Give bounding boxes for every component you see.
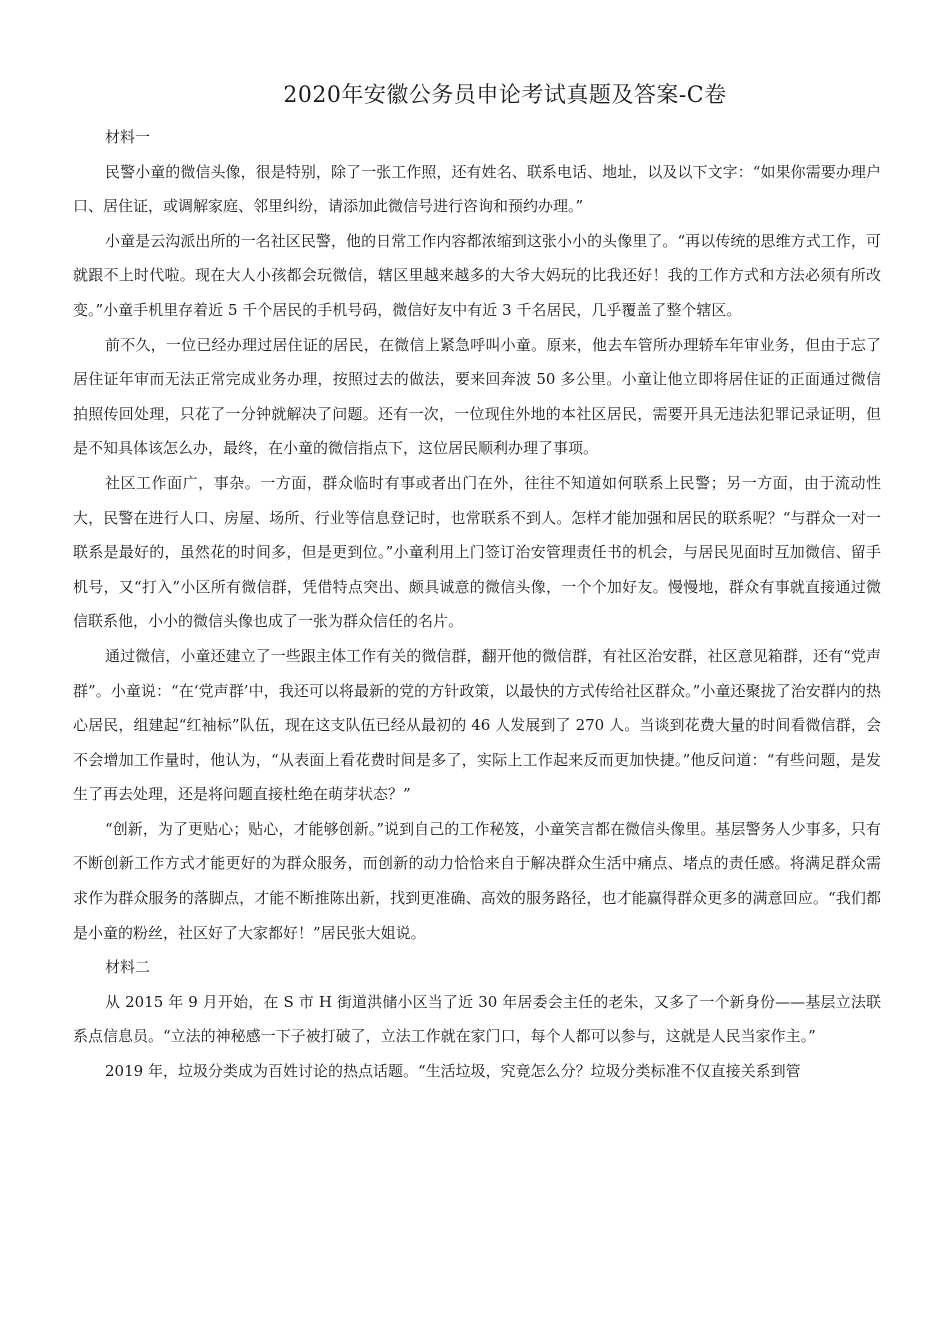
document-title: 2020年安徽公务员申论考试真题及答案-C卷 xyxy=(283,83,727,108)
paragraph: 小童是云沟派出所的一名社区民警，他的日常工作内容都浓缩到这张小小的头像里了。“再以传统的思维方式工作，可就跟不上时代啦。现在大人小孩都会玩微信，辖区里越来越多的大爷大妈玩的比我还好！我的工作方式和方法必须有所改变。”小童手机里存着近 5 千个居民的手机号码，微信好友中有近 3 千名居民，几乎覆盖了整个辖区。 xyxy=(73,231,881,319)
paragraph: “创新，为了更贴心；贴心，才能够创新。”说到自己的工作秘笈，小童笑言都在微信头像里。基层警务人少事多，只有不断创新工作方式才能更好的为群众服务，而创新的动力恰恰来自于解决群众生活中痛点、堵点的责任感。将满足群众需求作为群众服务的落脚点，才能不断推陈出新，找到更准确、高效的服务路径，也才能赢得群众更多的满意回应。“我们都是小童的粉丝，社区好了大家都好！”居民张大姐说。 xyxy=(73,819,881,942)
document-body xyxy=(73,120,881,1089)
paragraph: 从 2015 年 9 月开始，在 S 市 H 街道洪储小区当了近 30 年居委会主任的老朱，又多了一个新身份——基层立法联系点信息员。“立法的神秘感一下子被打破了，立法工作就在家门口，每个人都可以参与，这就是人民当家作主。” xyxy=(73,992,881,1046)
paragraph: 前不久，一位已经办理过居住证的居民，在微信上紧急呼叫小童。原来，他去车管所办理轿车年审业务，但由于忘了居住证年审而无法正常完成业务办理，按照过去的做法，要来回奔波 50 多公里。小童让他立即将居住证的正面通过微信拍照传回处理，只花了一分钟就解决了问题。还有一次，一位现住外地的本社区居民，需要开具无违法犯罪记录证明，但是不知具体该怎么办，最终，在小童的微信指点下，这位居民顺利办理了事项。 xyxy=(73,335,881,458)
paragraph: 通过微信，小童还建立了一些跟主体工作有关的微信群，翻开他的微信群，有社区治安群，社区意见箱群，还有“党声群”。小童说：“在‘党声群’中，我还可以将最新的党的方针政策，以最快的方式传给社区群众。”小童还聚拢了治安群内的热心居民，组建起“红袖标”队伍，现在这支队伍已经从最初的 46 人发展到了 270 人。当谈到花费大量的时间看微信群，会不会增加工作量时，他认为，“从表面上看花费时间是多了，实际上工作起来反而更加快捷。”他反问道：“有些问题，是发生了再去处理，还是将问题直接杜绝在萌芽状态？” xyxy=(73,646,881,804)
section-heading-2: 材料二 xyxy=(105,958,151,977)
section-heading-1: 材料一 xyxy=(105,128,151,146)
paragraph: 民警小童的微信头像，很是特别，除了一张工作照，还有姓名、联系电话、地址，以及以下文字：“如果你需要办理户口、居住证，或调解家庭、邻里纠纷，请添加此微信号进行咨询和预约办理。” xyxy=(73,162,881,216)
paragraph: 社区工作面广，事杂。一方面，群众临时有事或者出门在外，往往不知道如何联系上民警；另一方面，由于流动性大，民警在进行人口、房屋、场所、行业等信息登记时，也常联系不到人。怎样才能加强和居民的联系呢？“与群众一对一联系是最好的，虽然花的时间多，但是更到位。”小童利用上门签订治安管理责任书的机会，与居民见面时互加微信、留手机号，又“打入”小区所有微信群，凭借特点突出、颇具诚意的微信头像，一个个加好友。慢慢地，群众有事就直接通过微信联系他，小小的微信头像也成了一张为群众信任的名片。 xyxy=(73,473,881,631)
paragraph: 2019 年，垃圾分类成为百姓讨论的热点话题。“生活垃圾，究竟怎么分？垃圾分类标准不仅直接关系到管 xyxy=(105,1062,801,1081)
